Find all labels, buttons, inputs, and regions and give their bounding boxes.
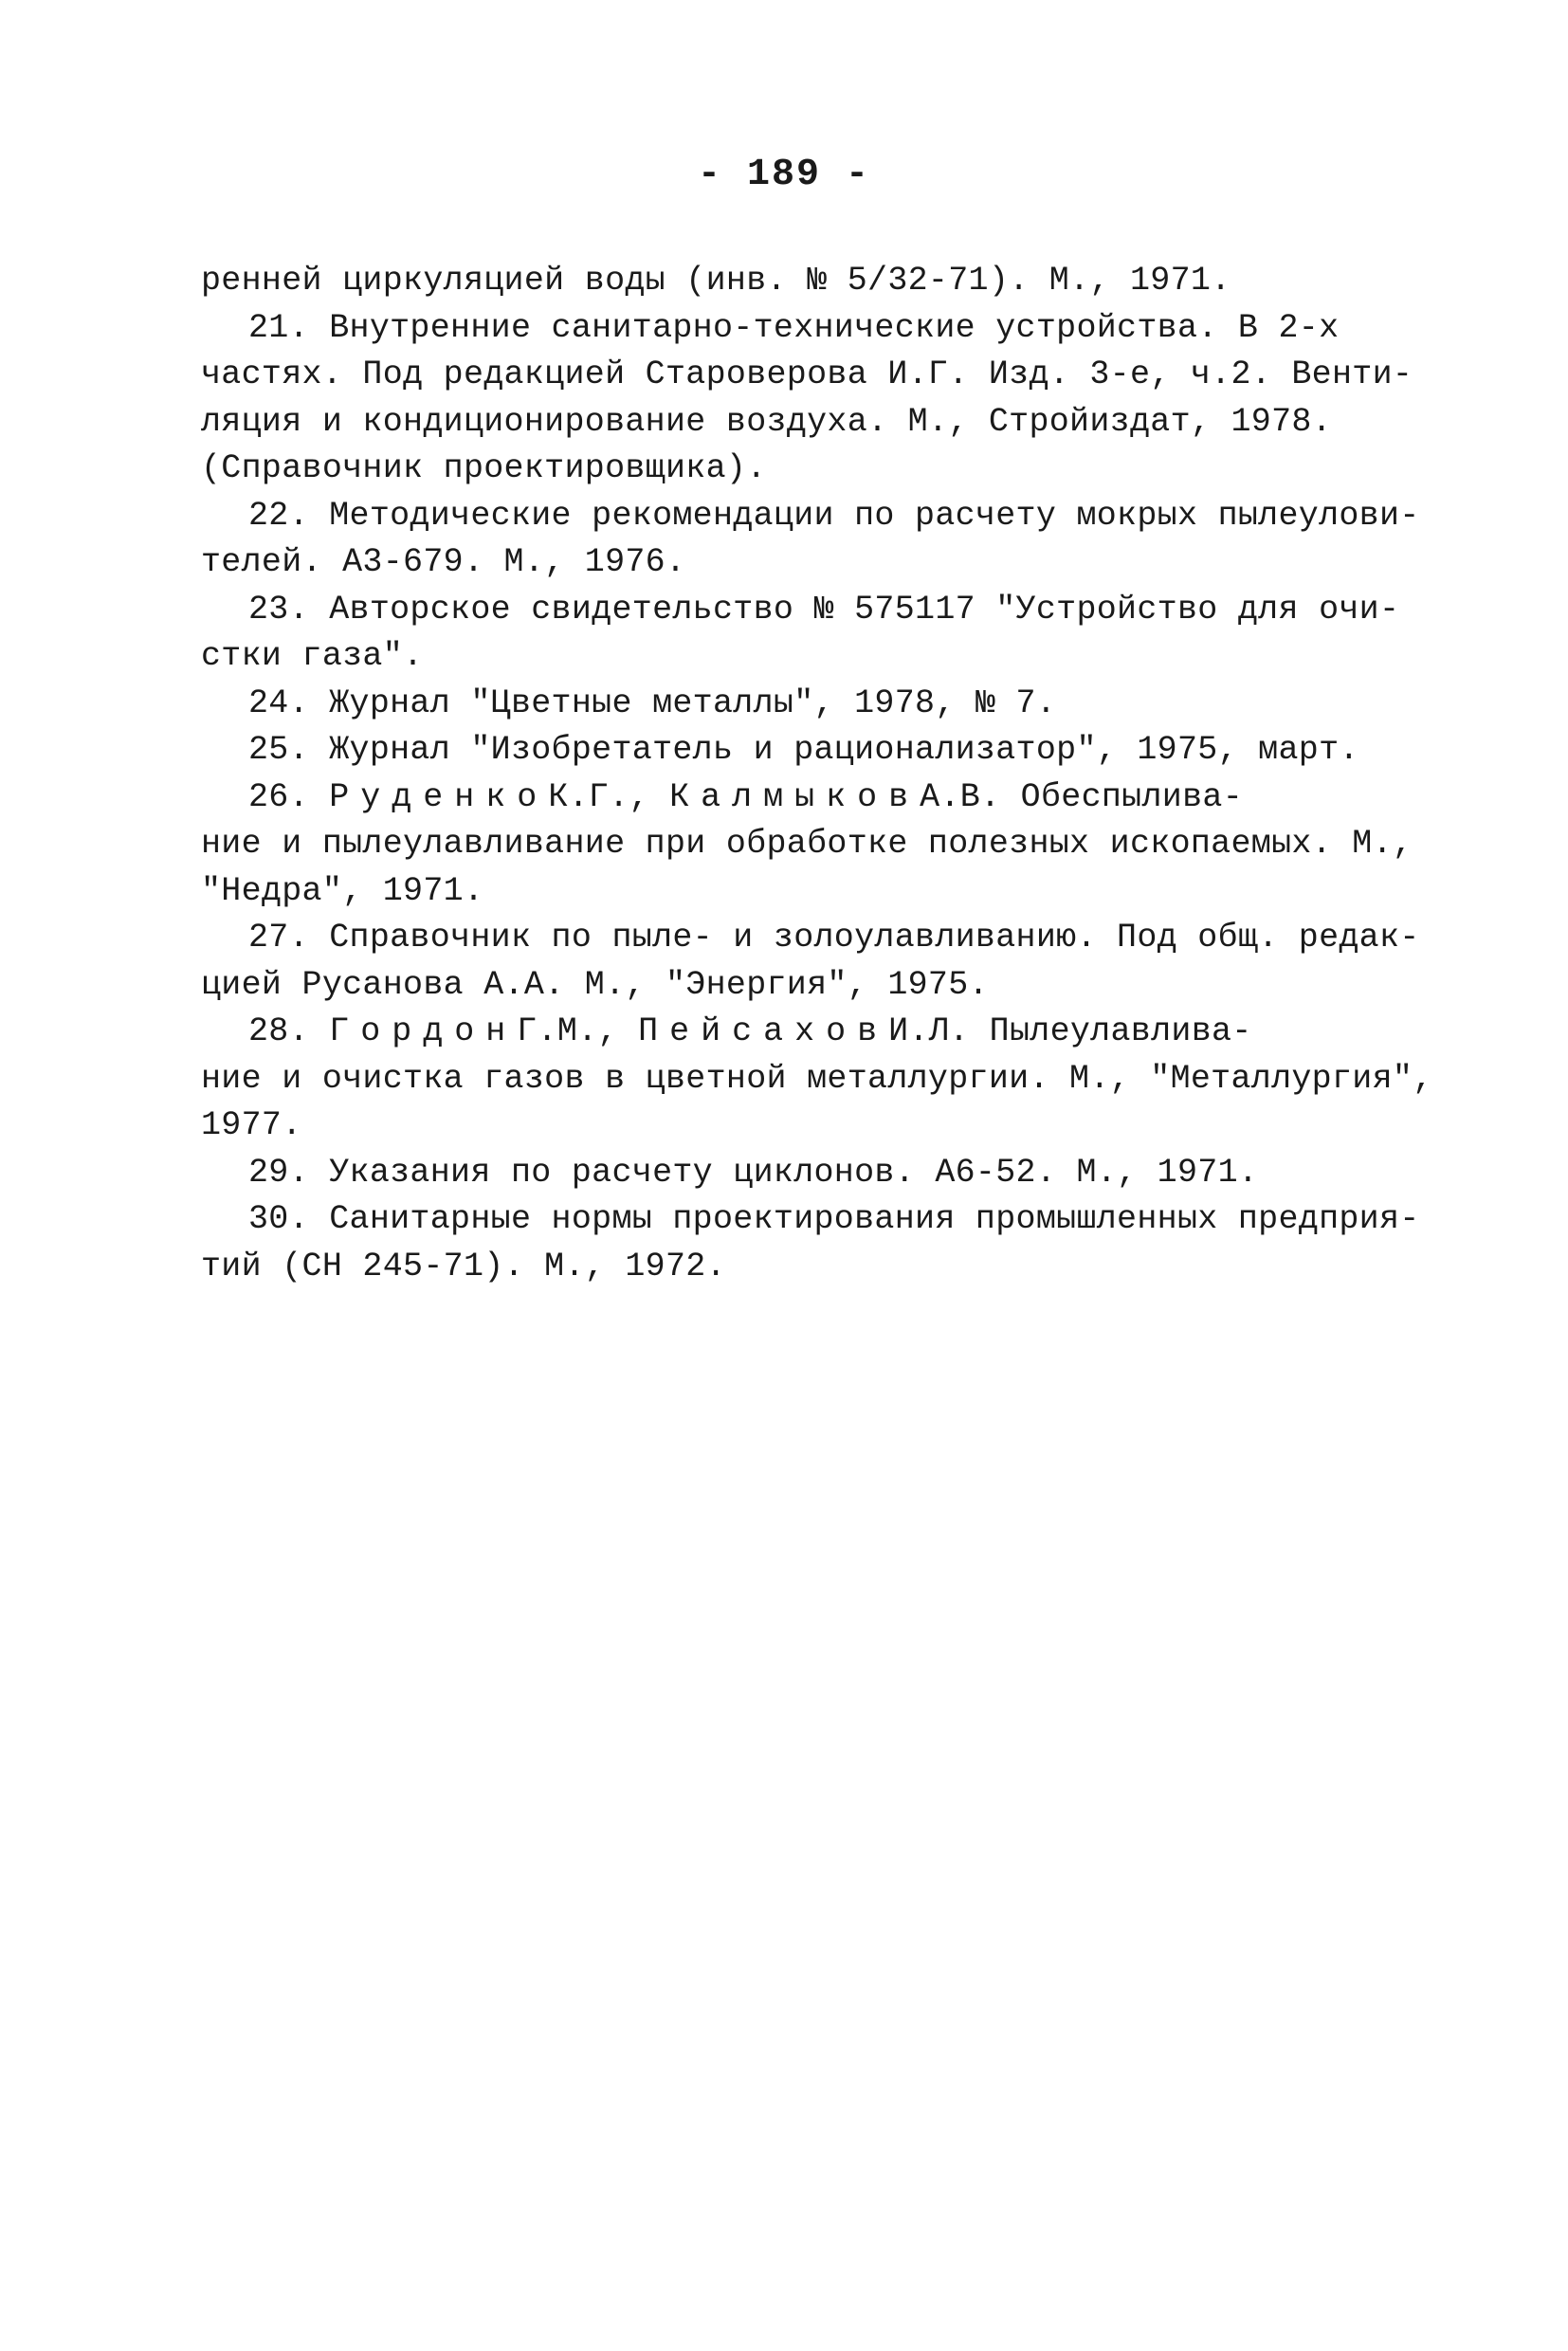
reference-28-line-3: 1977. (201, 1106, 302, 1144)
reference-line: ренней циркуляцией воды (инв. № 5/32-71). М., 1971. (201, 262, 1231, 300)
reference-26-number: 26. (248, 777, 309, 816)
reference-30-line-2: тий (СН 245-71). М., 1972. (201, 1247, 726, 1285)
reference-28-number: 28. (248, 1012, 309, 1050)
reference-30-line-1: 30. Санитарные нормы проектирования промышленных предприя- (248, 1200, 1420, 1238)
reference-28-initials-1: Г.М., (517, 1012, 618, 1050)
reference-29: 29. Указания по расчету циклонов. А6-52. М., 1971. (248, 1153, 1259, 1192)
reference-25: 25. Журнал "Изобретатель и рационализатор", 1975, март. (248, 731, 1359, 769)
reference-28-rest: И.Л. Пылеулавлива- (888, 1012, 1252, 1050)
reference-23-line-2: стки газа". (201, 637, 424, 675)
reference-24: 24. Журнал "Цветные металлы", 1978, № 7. (248, 683, 1057, 722)
reference-23-line-1: 23. Авторское свидетельство № 575117 "Устройство для очи- (248, 590, 1400, 629)
reference-22-line-2: телей. А3-679. М., 1976. (201, 543, 686, 581)
reference-26-line-1 (201, 775, 1377, 822)
reference-26-initials-1: К.Г., (548, 777, 649, 816)
page-number: - 189 - (697, 154, 871, 196)
reference-26-author-2: Калмыков (669, 777, 921, 816)
reference-22-line-1: 22. Методические рекомендации по расчету мокрых пылеулови- (248, 496, 1420, 535)
reference-26-author-1: Руденко (329, 777, 549, 816)
reference-21-line-1: 21. Внутренние санитарно-технические устройства. В 2-х (248, 308, 1340, 347)
reference-21-line-3: ляция и кондиционирование воздуха. М., Стройиздат, 1978. (201, 402, 1332, 441)
reference-27-line-2: цией Русанова А.А. М., "Энергия", 1975. (201, 965, 989, 1004)
reference-list (201, 258, 1433, 1290)
reference-27-line-1: 27. Справочник по пыле- и золоулавливанию. Под общ. редак- (248, 919, 1420, 957)
reference-28-line-1 (201, 1009, 1377, 1056)
reference-28-author-1: Гордон (329, 1012, 518, 1050)
reference-28-author-2: Пейсахов (638, 1012, 889, 1050)
reference-26-line-3: "Недра", 1971. (201, 871, 484, 910)
reference-28-line-2: ние и очистка газов в цветной металлургии. М., "Металлургия", (201, 1059, 1433, 1098)
reference-21-line-4: (Справочник проектировщика). (201, 449, 767, 487)
reference-26-line-2: ние и пылеулавливание при обработке полезных ископаемых. М., (201, 825, 1413, 863)
reference-26-rest: А.В. Обеспылива- (920, 777, 1243, 816)
reference-21-line-2: частях. Под редакцией Староверова И.Г. Изд. 3-е, ч.2. Венти- (201, 355, 1413, 393)
